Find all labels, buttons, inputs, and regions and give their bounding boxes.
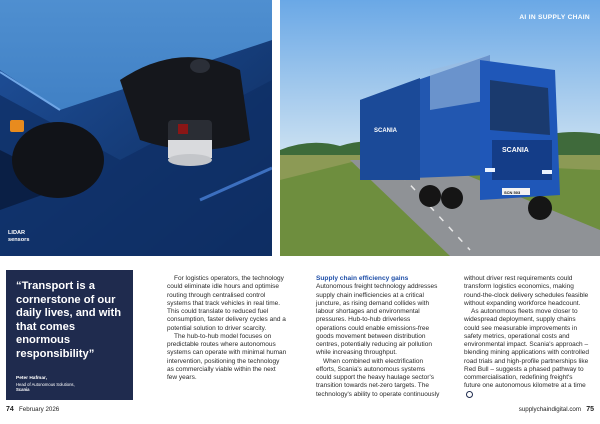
- pull-quote-box: [6, 270, 133, 400]
- caption-line-1: LIDAR: [8, 230, 26, 236]
- quote-author: Peter Hafmar,: [16, 375, 47, 381]
- end-mark-icon: [466, 391, 473, 398]
- lidar-photo: [0, 0, 272, 256]
- quote-role: Head of Autonomous Solutions,: [16, 381, 75, 387]
- site-url: supplychaindigital.com: [518, 406, 582, 413]
- paragraph: Autonomous freight technology addresses supply chain inefficiencies at a critical juncture, as rising demand collides with labour shortages and environmental pressures. Hub-to-hub driverless operations could enable emissions-free goods movement between distribution centres, potentially reducing air pollution while increasing throughput.: [316, 283, 438, 357]
- section-subhead: Supply chain efficiency gains: [316, 275, 409, 282]
- page-number-right: 75: [586, 406, 594, 413]
- issue-date: February 2026: [18, 406, 60, 413]
- body-column-2: [316, 275, 442, 399]
- paragraph: For logistics operators, the technology could eliminate idle hours and optimise routing through centralised control systems that track vehicles in real time. This could translate to reduced fuel consumption, faster delivery cycles and a potential solution to driver scarcity.: [167, 275, 286, 332]
- section-tag: AI IN SUPPLY CHAIN: [519, 14, 590, 21]
- page-number-left: 74: [6, 406, 14, 413]
- autonomous-truck-image: [280, 0, 600, 256]
- license-plate: SCN 503: [504, 190, 521, 195]
- pull-quote-text: “Transport is a cornerstone of our daily lives, and with that comes enormous responsibility”: [16, 280, 122, 360]
- quote-org: Scania: [16, 386, 30, 392]
- lidar-sensor-image: [0, 0, 272, 256]
- paragraph: When combined with electrification efforts, Scania's autonomous systems could support the heavy haulage sector's transition towards net-zero targets. The technology's ability to operate continuously: [316, 357, 440, 398]
- folio-left: [6, 406, 59, 413]
- folio-right: [519, 406, 594, 413]
- caption-line-2: sensors: [8, 237, 30, 243]
- truck-photo: [280, 0, 600, 256]
- paragraph: The hub-to-hub model focuses on predictable routes where autonomous systems can operate with minimal human intervention, positioning the technology as commercially viable within the next few years.: [167, 332, 287, 381]
- body-column-3: [464, 275, 590, 400]
- cab-brand: SCANIA: [502, 147, 529, 154]
- paragraph-text: As autonomous fleets move closer to widespread deployment, supply chains could see measurable improvements in safety metrics, operational costs and environmental impact. Scania's approach – blending mining applications with controlled road trials and high-profile partnerships like Red Bull – suggests a phased pathway to commercialisation, redefining freight's future one autonomous kilometre at a time: [464, 308, 590, 390]
- body-column-1: [167, 275, 287, 382]
- paragraph: without driver rest requirements could transform logistics economics, making round-the-clock delivery schedules feasible without expanding workforce headcount.: [464, 275, 589, 307]
- trailer-brand: SCANIA: [374, 128, 398, 134]
- photo-caption: [8, 230, 29, 244]
- paragraph-final: [464, 308, 590, 400]
